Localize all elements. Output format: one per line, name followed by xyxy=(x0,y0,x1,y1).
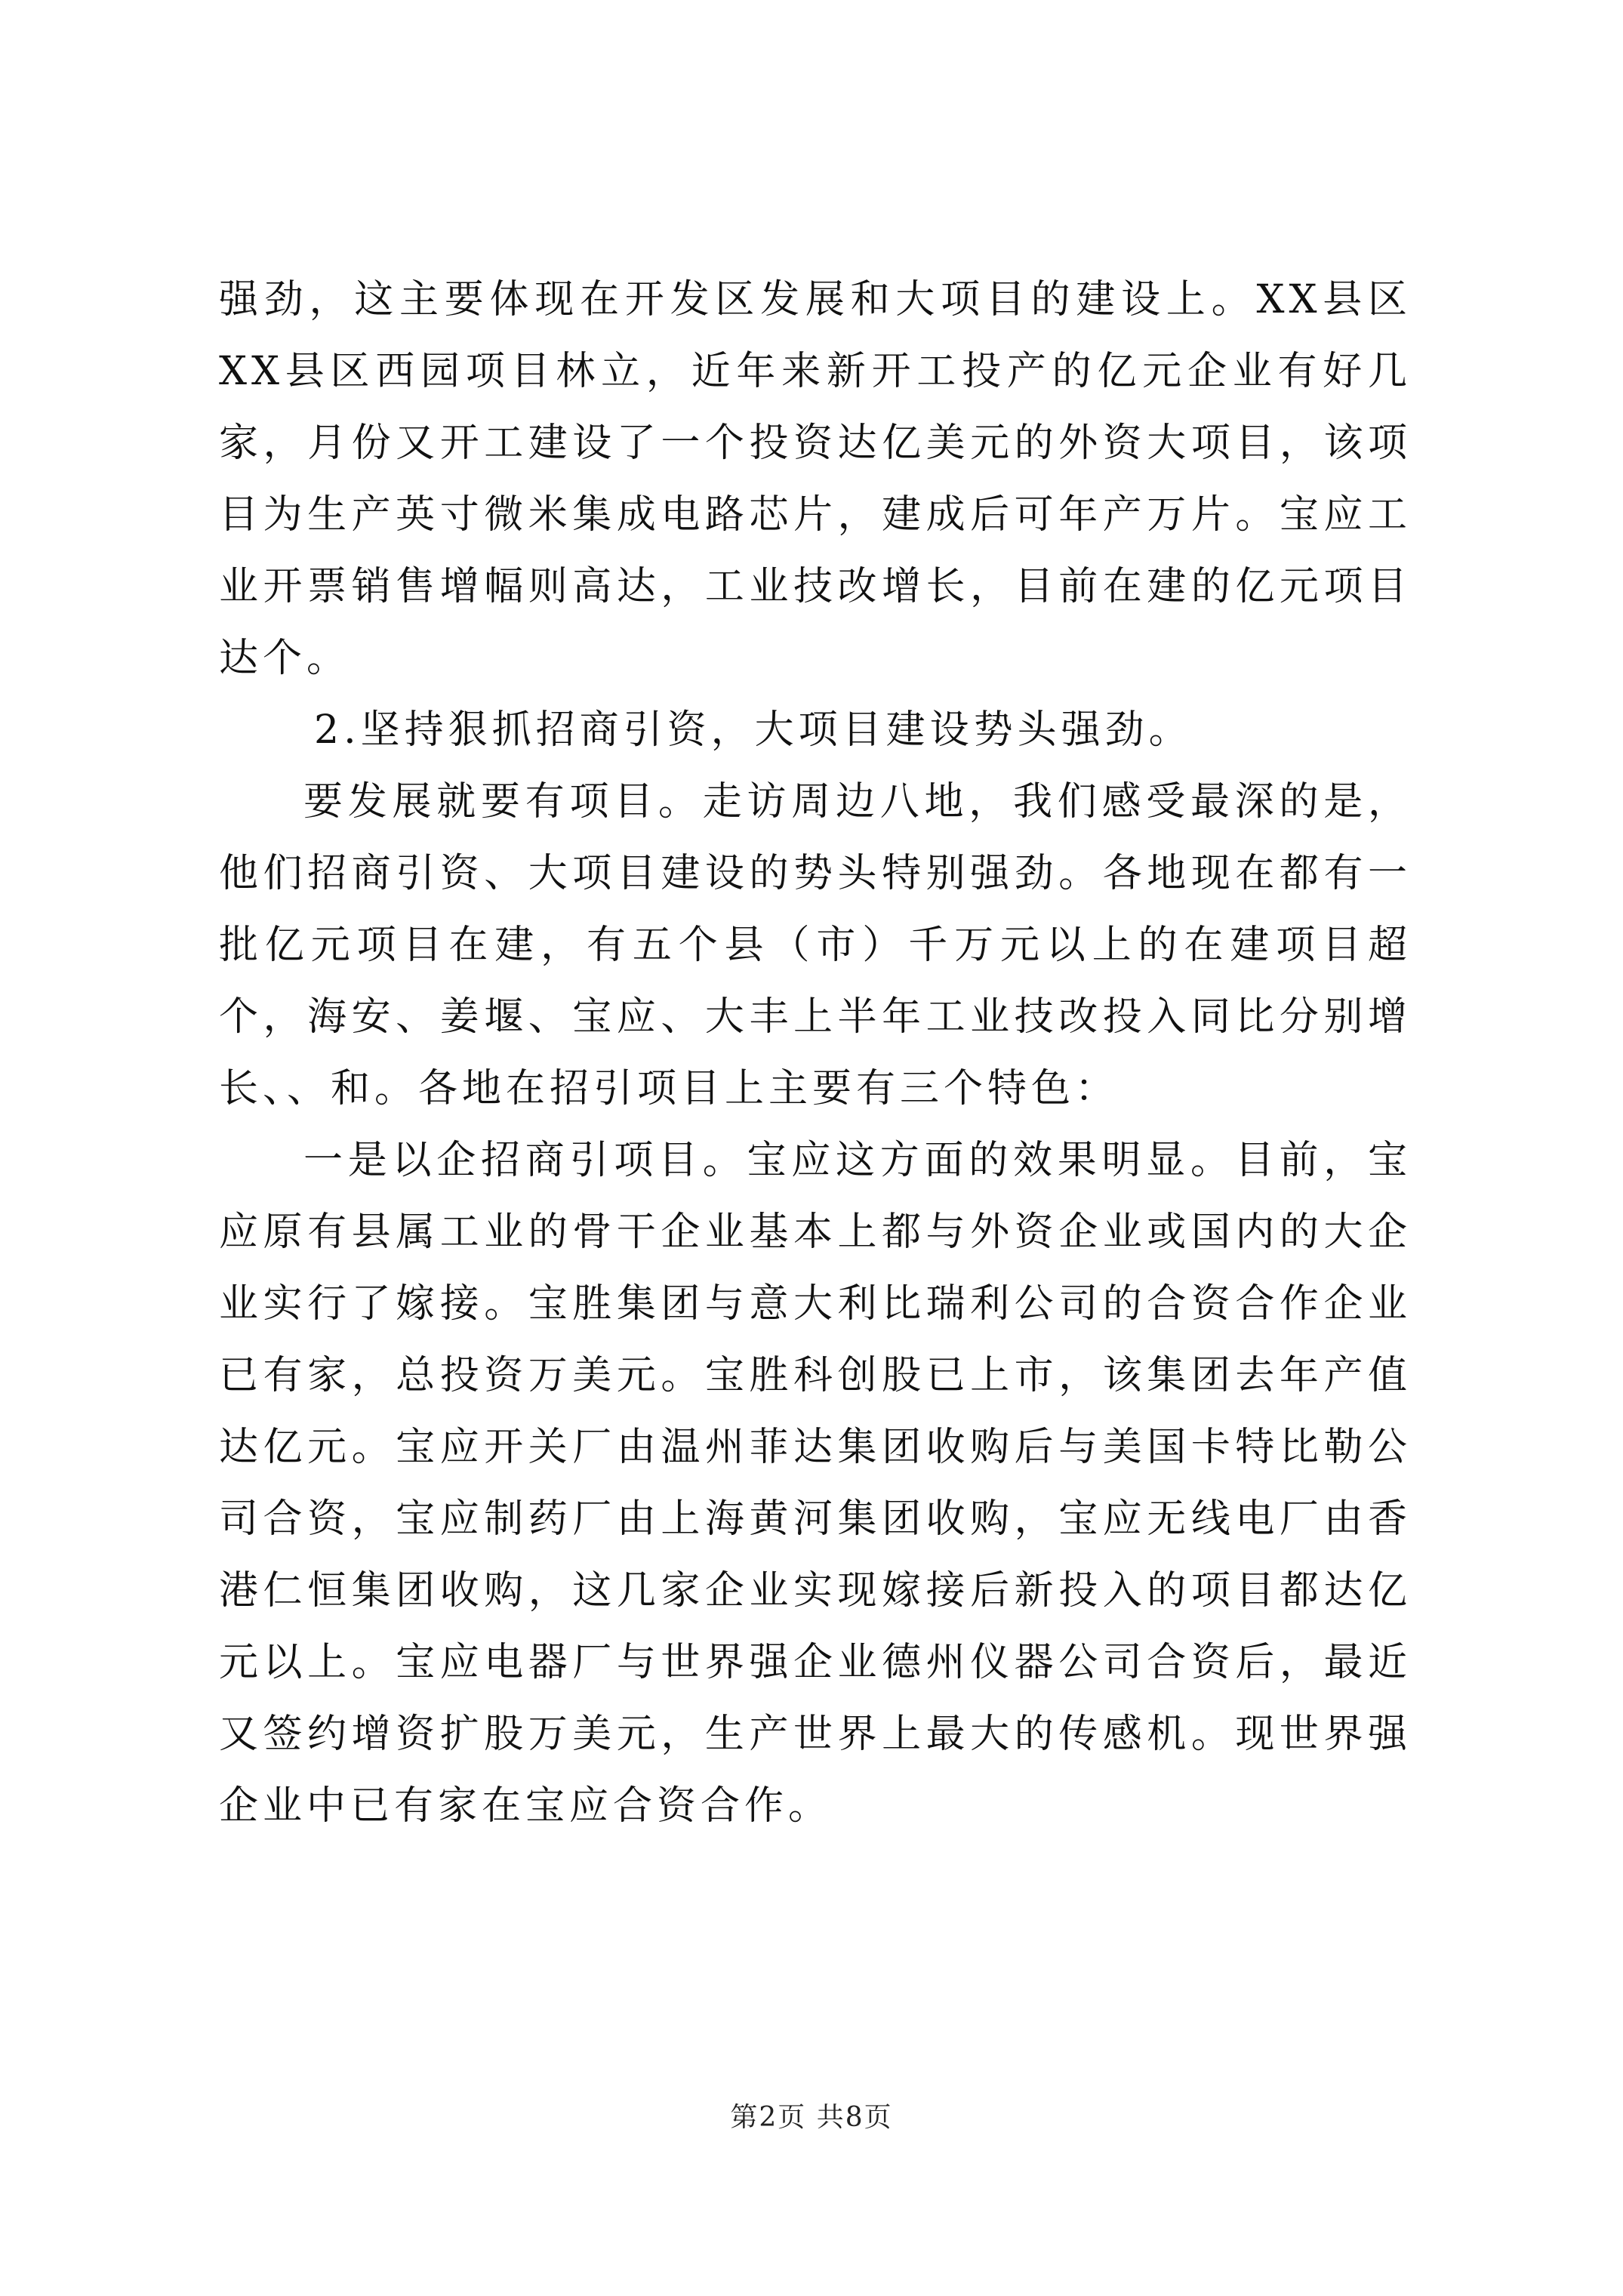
paragraph-continuation: 强劲，这主要体现在开发区发展和大项目的建设上。XX县区XX县区西园项目林立，近年来新开工投产的亿元企业有好几家，月份又开工建设了一个投资达亿美元的外资大项目，该项目为生产英寸微米集成电路芯片，建成后可年产万片。宝应工业开票销售增幅则高达，工业技改增长，目前在建的亿元项目达个。 xyxy=(219,277,1412,681)
page-footer: 第2页 共8页 xyxy=(730,2102,893,2133)
section-heading: 2.坚持狠抓招商引资，大项目建设势头强劲。 xyxy=(314,707,1193,753)
document-body xyxy=(219,264,1412,1842)
paragraph-enterprise-investment: 一是以企招商引项目。宝应这方面的效果明显。目前，宝应原有县属工业的骨干企业基本上都与外资企业或国内的大企业实行了嫁接。宝胜集团与意大利比瑞利公司的合资合作企业已有家，总投资万美元。宝胜科创股已上市，该集团去年产值达亿元。宝应开关厂由温州菲达集团收购后与美国卡特比勒公司合资，宝应制药厂由上海黄河集团收购，宝应无线电厂由香港仁恒集团收购，这几家企业实现嫁接后新投入的项目都达亿元以上。宝应电器厂与世界强企业德州仪器公司合资后，最近又签约增资扩股万美元，生产世界上最大的传感机。现世界强企业中已有家在宝应合资合作。 xyxy=(219,1138,1412,1829)
paragraph-project-overview: 要发展就要有项目。走访周边八地，我们感受最深的是，他们招商引资、大项目建设的势头特别强劲。各地现在都有一批亿元项目在建，有五个县（市）千万元以上的在建项目超个，海安、姜堰、宝应、大丰上半年工业技改投入同比分别增长、、和。各地在招引项目上主要有三个特色： xyxy=(219,779,1412,1111)
